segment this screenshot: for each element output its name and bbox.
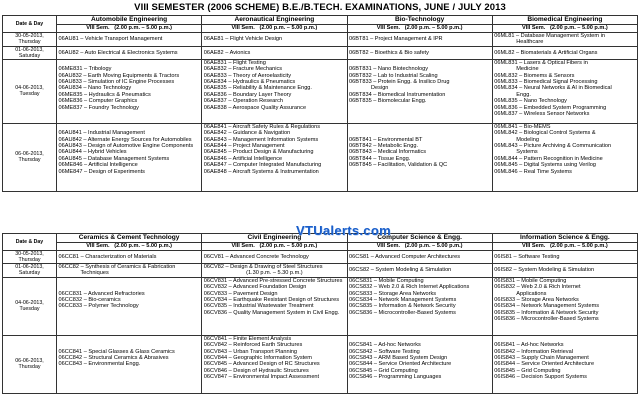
subject-cell (492, 33, 637, 47)
subject-cell (347, 59, 492, 123)
subject-cell (57, 335, 202, 393)
subject-line: 06ME836 – Computer Graphics (58, 98, 138, 105)
subject-line: 06ML836 – Embedded System Programming (494, 104, 607, 111)
subject-line: 06CS82 – System Modeling & Simulation (349, 267, 452, 274)
subject-line: 06CC831 – Advanced Refractories (58, 290, 145, 297)
exam-timetable-2 (2, 233, 638, 394)
exam-timetable-1 (2, 15, 638, 192)
exam-day-row (3, 251, 638, 264)
department-name: Civil Engineering (202, 234, 347, 243)
subject-line: 06ME846 – Artificial Intelligence (58, 162, 138, 169)
subject-line: 06ML831 – Lasers & Optical Fibers in (494, 59, 588, 66)
subject-line: 06BT842 – Metabolic Engg. (349, 143, 419, 149)
subject-line: 06ML845 – Digital Systems using Verilog (494, 162, 596, 169)
subject-line: 06AU842 – Alternate Energy Sources for Automobiles (58, 136, 192, 143)
exam-time: (2.00 p.m. – 5.00 p.m.) (259, 243, 318, 250)
date-line: 06-06-2013, (15, 151, 44, 158)
subject-line: 06IS843 – Supply Chain Management (494, 355, 589, 362)
exam-date (3, 335, 57, 393)
subject-line: 06CV846 – Design of Hydraulic Structures (203, 367, 309, 374)
subject-line: 06ME835 – Hydraulics & Pneumatics (58, 91, 151, 98)
subject-cell (492, 335, 637, 393)
subject-line: Systems (516, 149, 538, 156)
subject-line: 06AE835 – Reliability & Maintenance Engg. (203, 85, 312, 92)
exam-time: (2.00 p.m. – 5.00 p.m.) (404, 25, 463, 32)
subject-line: 06AE845 – Product Design & Manufacturing (203, 149, 314, 156)
subject-line: (1.30 p.m. – 5.30 p.m.) (246, 270, 303, 277)
subject-line: 06IS836 – Microcontroller-Based Systems (494, 316, 599, 323)
subject-cell (202, 123, 347, 191)
subject-line: 06IS831 – Mobile Computing (494, 277, 567, 284)
subject-line: 06AE838 – Aerospace Quality Assurance (203, 104, 307, 111)
subject-line: 06AE844 – Project Management (203, 143, 285, 150)
subject-line: 06IS844 – Service Oriented Architecture (494, 361, 595, 368)
subject-cell (347, 277, 492, 335)
subject-cell (492, 123, 637, 191)
subject-line: Healthcare (516, 39, 544, 46)
subject-line: 06BT841 – Environmental BT (349, 136, 423, 143)
semester-label: VIII Sem. (376, 243, 401, 250)
exam-day-row (3, 46, 638, 59)
semester-time (347, 243, 492, 251)
subject-line: 06ML81 – Database Management System in (494, 33, 605, 39)
subject-line: 06AU833 – Simulation of IC Engine Processes (58, 79, 175, 86)
semester-time (202, 25, 347, 33)
subject-line: 06IS82 – System Modeling & Simulation (494, 267, 595, 274)
subject-line: 06CC82 – Synthesis of Ceramics & Fabrication (58, 264, 176, 270)
department-name: Computer Science & Engg. (347, 234, 492, 243)
subject-line: 06CV842 – Reinforced Earth Structures (203, 342, 303, 349)
subject-line: 06AU843 – Design of Automotive Engine Components (58, 143, 194, 150)
semester-time (57, 25, 202, 33)
exam-day-row (3, 59, 638, 123)
subject-line: 06ME831 – Tribology (58, 66, 112, 73)
subject-line: 06AE82 – Avionics (203, 49, 251, 56)
semester-label: VIII Sem. (231, 243, 255, 250)
subject-line: 06CV831 – Advanced Pre-stressed Concrete Structures (203, 277, 343, 284)
subject-line: 06IS846 – Decision Support Systems (494, 374, 587, 381)
date-line: Thursday (18, 157, 41, 164)
subject-line: 06ME847 – Design of Experiments (58, 168, 145, 175)
subject-cell (57, 46, 202, 59)
exam-date (3, 277, 57, 335)
department-name: Biomedical Engineering (492, 16, 637, 25)
subject-cell (57, 264, 202, 278)
subject-line: 06IS842 – Information Retrieval (494, 348, 573, 355)
subject-line: 06ML842 – Biological Control Systems & (494, 130, 596, 137)
subject-line: 06AU845 – Database Management Systems (58, 155, 170, 162)
page-title: VIII SEMESTER (2006 SCHEME) B.E./B.TECH. EXAMINATIONS, JUNE / JULY 2013 (134, 2, 506, 13)
date-line: 30-05-2013, (15, 33, 44, 40)
subject-line: 06AE847 – Computer Integrated Manufacturing (203, 162, 322, 169)
exam-day-row (3, 123, 638, 191)
exam-date (3, 123, 57, 191)
subject-line: 06AE833 – Theory of Aeroelasticity (203, 72, 292, 79)
subject-line: 06CV833 – Pavement Design (203, 290, 278, 297)
subject-line: 06ME837 – Foundry Technology (58, 104, 139, 111)
subject-line: 06AE846 – Artificial Intelligence (203, 155, 283, 162)
subject-line: 06ML835 – Nano Technology (494, 98, 567, 105)
subject-cell (492, 277, 637, 335)
date-line: 01-06-2013, (15, 264, 44, 271)
subject-line: 06IS81 – Software Testing (494, 253, 560, 260)
subject-line: Design (371, 85, 389, 92)
subject-line: 06AE832 – Fracture Mechanics (203, 66, 283, 73)
subject-line: 06BT831 – Nano Biotechnology (349, 66, 428, 73)
subject-line: 06AU834 – Nano Technology (58, 85, 132, 92)
date-line: Tuesday (19, 306, 40, 313)
subject-line: 06CV844 – Geographic Information System (203, 355, 312, 362)
semester-time (492, 25, 637, 33)
department-name: Automobile Engineering (57, 16, 202, 25)
subject-line: 06CS836 – Microcontroller-Based Systems (349, 309, 456, 316)
subject-cell (492, 264, 637, 278)
date-line: 01-06-2013, (15, 46, 44, 53)
semester-time (202, 243, 347, 251)
semester-time-row (3, 243, 638, 251)
subject-line: Engg. (516, 91, 531, 98)
subject-line: 06AU841 – Industrial Management (58, 130, 145, 137)
exam-day-row (3, 33, 638, 47)
semester-time-row (3, 25, 638, 33)
subject-line: 06BT832 – Lab to Industrial Scaling (349, 72, 438, 79)
date-header: Date & Day (3, 234, 57, 251)
subject-line: 06AE81 – Flight Vehicle Design (203, 36, 283, 43)
subject-cell (347, 335, 492, 393)
exam-date (3, 59, 57, 123)
subject-line: 06CC833 – Polymer Technology (58, 303, 139, 310)
subject-cell (57, 33, 202, 47)
subject-line: 06CS831 – Mobile Computing (349, 277, 424, 284)
semester-label: VIII Sem. (376, 25, 401, 32)
exam-time: (2.00 p.m. – 5.00 p.m.) (114, 243, 173, 250)
subject-line: 06CV847 – Environmental Impact Assessment (203, 374, 320, 381)
subject-line: 06AU81 – Vehicle Transport Management (58, 36, 163, 43)
subject-line: 06IS833 – Storage Area Networks (494, 297, 579, 304)
subject-cell (492, 46, 637, 59)
subject-line: 06ML834 – Neural Networks & AI in Biomedical (494, 85, 612, 92)
subject-line: 06CV82 – Design & Drawing of Steel Structures (203, 264, 323, 270)
subject-cell (347, 251, 492, 264)
subject-line: Modeling (516, 136, 539, 143)
semester-time (57, 243, 202, 251)
subject-line: 06CV843 – Urban Transport Planning (203, 348, 298, 355)
subject-line: 06CC832 – Bio-ceramics (58, 297, 121, 303)
exam-time: (2.00 p.m. – 5.00 p.m.) (549, 243, 608, 250)
subject-line: Medicine (516, 66, 539, 73)
semester-label: VIII Sem. (86, 243, 110, 250)
exam-time: (2.00 p.m. – 5.00 p.m.) (549, 25, 608, 32)
subject-line: 06BT81 – Project Management & IPR (349, 36, 443, 43)
semester-label: VIII Sem. (86, 25, 110, 32)
date-line: Saturday (18, 270, 41, 277)
exam-date (3, 251, 57, 264)
subject-line: 06ML82 – Biomaterials & Artificial Organs (494, 49, 598, 56)
subject-line: 06ML832 – Biomems & Sensors (494, 72, 575, 79)
date-line: Thursday (18, 257, 41, 263)
exam-day-row (3, 335, 638, 393)
date-line: 06-06-2013, (15, 358, 44, 365)
exam-day-row (3, 264, 638, 278)
subject-line: 06ML841 – Bio-MEMS (494, 123, 551, 130)
subject-line: 06ML846 – Real Time Systems (494, 168, 572, 175)
department-name: Aeronautical Engineering (202, 16, 347, 25)
subject-line: 06IS835 – Information & Network Security (494, 309, 599, 316)
department-name: Ceramics & Cement Technology (57, 234, 202, 243)
subject-cell (492, 251, 637, 264)
exam-day-row (3, 277, 638, 335)
subject-line: 06BT82 – Bioethics & Bio safety (349, 49, 429, 56)
subject-line: 06BT844 – Tissue Engg. (349, 155, 411, 162)
subject-line: 06CV835 – Industrial Wastewater Treatment (203, 303, 314, 310)
subject-cell (347, 264, 492, 278)
subject-cell (202, 277, 347, 335)
semester-time (347, 25, 492, 33)
subject-line: 06ML833 – Biomedical Signal Processing (494, 79, 598, 86)
subject-line: 06CS846 – Programming Languages (349, 374, 442, 381)
subject-cell (202, 335, 347, 393)
subject-line: 06IS841 – Ad-hoc Networks (494, 342, 564, 349)
subject-cell (347, 33, 492, 47)
subject-line: 06CS841 – Ad-hoc Networks (349, 342, 421, 349)
subject-cell (347, 123, 492, 191)
subject-line: 06BT843 – Medical Informatics (349, 149, 427, 156)
subject-line: 06AE836 – Boundary Layer Theory (203, 91, 292, 98)
subject-cell (347, 46, 492, 59)
department-name: Bio-Technology (347, 16, 492, 25)
subject-line: 06CS842 – Software Testing (349, 348, 420, 355)
date-line: Tuesday (19, 91, 40, 98)
subject-line: 06AE837 – Operation Research (203, 98, 284, 105)
subject-line: 06BT834 – Biomedical Instrumentation (349, 91, 446, 98)
subject-line: 06AE841 – Aircraft Safety Rules & Regulations (203, 123, 321, 130)
exam-date (3, 46, 57, 59)
subject-line: Techniques (80, 270, 109, 277)
semester-label: VIII Sem. (521, 25, 546, 32)
semester-label: VIII Sem. (231, 25, 255, 32)
subject-line: 06CS844 – Service Oriented Architecture (349, 361, 452, 368)
subject-line: 06CV845 – Advanced Design of RC Structures (203, 361, 320, 368)
subject-line: 06CV832 – Advanced Foundation Design (203, 284, 307, 291)
subject-cell (202, 251, 347, 264)
subject-line: 06CS834 – Network Management Systems (349, 297, 457, 304)
subject-cell (202, 33, 347, 47)
subject-line: 06AU844 – Hybrid Vehicles (58, 149, 127, 156)
subject-line: 06CC81 – Characterization of Materials (58, 253, 157, 260)
subject-line: 06ML843 – Picture Archiving & Communication (494, 143, 612, 150)
semester-label: VIII Sem. (521, 243, 546, 250)
subject-line: 06AU82 – Auto Electrical & Electronics Systems (58, 49, 178, 56)
subject-cell (57, 251, 202, 264)
subject-line: 06CC841 – Special Glasses & Glass Ceramics (58, 348, 175, 355)
subject-line: 06AE843 – Management Information Systems (203, 136, 319, 143)
subject-line: 06AE831 – Flight Testing (203, 59, 266, 66)
subject-cell (57, 277, 202, 335)
subject-cell (202, 264, 347, 278)
subject-line: 06IS845 – Grid Computing (494, 367, 561, 374)
semester-time (492, 243, 637, 251)
subject-line: 06ML837 – Wireless Sensor Networks (494, 111, 590, 118)
date-line: Thursday (18, 364, 41, 371)
subject-line: 06CS845 – Grid Computing (349, 367, 418, 374)
date-line: Saturday (18, 52, 41, 59)
subject-line: 06CV81 – Advanced Concrete Technology (203, 253, 309, 260)
subject-cell (202, 59, 347, 123)
subject-line: 06CC842 – Structural Ceramics & Abrasives (58, 355, 169, 361)
date-line: 30-05-2013, (15, 251, 44, 257)
subject-cell (492, 59, 637, 123)
subject-line: 06CV834 – Earthquake Resistant Design of Structures (203, 297, 340, 304)
subject-line: 06CS833 – Storage Area Networks (349, 290, 437, 297)
subject-line: 06CV836 – Quality Management System in Civil Engg. (203, 309, 340, 316)
subject-line: 06CS81 – Advanced Computer Architectures (349, 253, 461, 260)
subject-line: 06BT833 – Protein Engg. & Insilico Drug (349, 79, 450, 86)
subject-line: 06AE834 – Hydraulics & Pneumatics (203, 79, 296, 86)
date-line: 04-06-2013, (15, 300, 44, 307)
subject-line: 06AE848 – Aircraft Systems & Instrumentation (203, 168, 319, 175)
subject-line: 06CS832 – Web 2.0 & Rich Internet Applications (349, 284, 470, 291)
department-header-row (3, 16, 638, 25)
date-line: 04-06-2013, (15, 85, 44, 92)
subject-line: 06BT835 – Biomolecular Engg. (349, 98, 427, 105)
exam-time: (2.00 p.m. – 5.00 p.m.) (259, 25, 318, 32)
exam-time: (2.00 p.m. – 5.00 p.m.) (114, 25, 173, 32)
subject-line: 06ML844 – Pattern Recognition in Medicine (494, 155, 603, 162)
subject-line: 06IS834 – Network Management Systems (494, 303, 600, 310)
subject-line: Applications (516, 290, 547, 297)
exam-date (3, 264, 57, 278)
date-header: Date & Day (3, 16, 57, 33)
subject-line: 06CS835 – Information & Network Security (349, 303, 456, 310)
subject-cell (57, 59, 202, 123)
subject-cell (57, 123, 202, 191)
exam-time: (2.00 p.m. – 5.00 p.m.) (404, 243, 463, 250)
subject-line: 06CV841 – Finite Element Analysis (203, 335, 292, 342)
exam-date (3, 33, 57, 47)
watermark: VTUalerts.com (296, 223, 391, 238)
date-line: Thursday (18, 39, 41, 46)
subject-cell (202, 46, 347, 59)
subject-line: 06BT845 – Facilitation, Validation & QC (349, 162, 448, 169)
subject-line: 06AE842 – Guidance & Navigation (203, 130, 291, 137)
subject-line: 06AU832 – Earth Moving Equipments & Tractors (58, 72, 180, 79)
department-name: Information Science & Engg. (492, 234, 637, 243)
subject-line: 06IS832 – Web 2.0 & Rich Internet (494, 284, 581, 291)
subject-line: 06CC843 – Environmental Engg. (58, 361, 141, 368)
subject-line: 06CS843 – ARM Based System Design (349, 355, 448, 362)
